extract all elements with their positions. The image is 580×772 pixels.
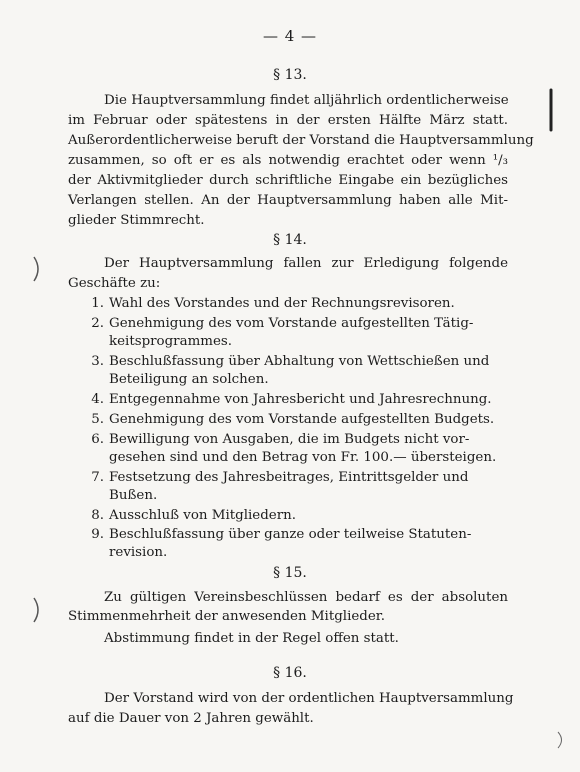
list-item-number: 1. <box>91 296 104 311</box>
binding-stain-mark <box>547 88 555 132</box>
list-item-number: 8. <box>91 508 104 523</box>
list-item <box>68 507 508 525</box>
list-item-number: 5. <box>91 412 104 427</box>
list-item-text: Genehmigung des vom Vorstande aufgestellten Budgets. <box>109 412 495 427</box>
list-item-continuation: gesehen sind und den Betrag von Fr. 100.— übersteigen. <box>109 450 497 465</box>
list-item <box>68 295 508 313</box>
list-item-number: 7. <box>91 470 104 485</box>
s13-line-2: im Februar oder spätestens in der ersten Hälfte März statt. <box>68 113 508 128</box>
list-item-text: Genehmigung des vom Vorstande aufgestellten Tätig- <box>109 316 474 331</box>
list-item-continuation: revision. <box>109 545 168 560</box>
s14-intro-line-2: Geschäfte zu: <box>68 276 161 291</box>
s13-line-3: Außerordentlicherweise beruft der Vorstand die Hauptversammlung <box>68 133 534 148</box>
list-item <box>68 315 508 333</box>
s13-line-5: der Aktivmitglieder durch schriftliche Eingabe ein bezügliches <box>68 173 508 188</box>
list-item-text: Beschlußfassung über ganze oder teilweise Statuten- <box>109 527 472 542</box>
section-heading-13: § 13. <box>273 67 307 83</box>
s15-line-3: Abstimmung findet in der Regel offen statt. <box>104 631 399 646</box>
s15-line-1: Zu gültigen Vereinsbeschlüssen bedarf es der absoluten <box>104 590 508 605</box>
list-item-number: 4. <box>91 392 104 407</box>
list-item-text: Ausschluß von Mitgliedern. <box>109 508 296 523</box>
list-item-number: 3. <box>91 354 104 369</box>
list-item-continuation: Beteiligung an solchen. <box>109 372 269 387</box>
s16-line-1: Der Vorstand wird von der ordentlichen Hauptversammlung <box>104 691 514 706</box>
page-number: — 4 — <box>262 27 318 45</box>
section-heading-16: § 16. <box>273 665 307 681</box>
s13-line-1: Die Hauptversammlung findet alljährlich ordentlicherweise <box>104 93 509 108</box>
s13-line-4: zusammen, so oft er es als notwendig erachtet oder wenn ¹/₃ <box>68 153 508 168</box>
list-item-text: Beschlußfassung über Abhaltung von Wettschießen und <box>109 354 490 369</box>
margin-bracket-mark <box>30 596 44 624</box>
list-item-text: Festsetzung des Jahresbeitrages, Eintrittsgelder und <box>109 470 469 485</box>
list-item-text: Wahl des Vorstandes und der Rechnungsrevisoren. <box>109 296 455 311</box>
list-item-text: Bewilligung von Ausgaben, die im Budgets nicht vor- <box>109 432 470 447</box>
s13-line-6: Verlangen stellen. An der Hauptversammlung haben alle Mit- <box>68 193 508 208</box>
list-item-continuation: keitsprogrammes. <box>109 334 233 349</box>
list-item <box>68 391 508 409</box>
list-item-number: 6. <box>91 432 104 447</box>
list-item <box>68 469 508 487</box>
s13-line-7: glieder Stimmrecht. <box>68 213 205 228</box>
list-item-number: 9. <box>91 527 104 542</box>
margin-bracket-mark <box>30 255 44 283</box>
section-heading-15: § 15. <box>273 565 307 581</box>
s15-line-2: Stimmenmehrheit der anwesenden Mitglieder. <box>68 609 385 624</box>
list-item <box>68 526 508 544</box>
list-item <box>68 431 508 449</box>
list-item <box>68 411 508 429</box>
list-item-text: Entgegennahme von Jahresbericht und Jahresrechnung. <box>109 392 492 407</box>
section-heading-14: § 14. <box>273 232 307 248</box>
s16-line-2: auf die Dauer von 2 Jahren gewählt. <box>68 711 314 726</box>
list-item <box>68 353 508 371</box>
corner-scan-mark <box>556 730 566 750</box>
s14-intro-line-1: Der Hauptversammlung fallen zur Erledigung folgende <box>104 256 508 271</box>
list-item-number: 2. <box>91 316 104 331</box>
list-item-continuation: Bußen. <box>109 488 158 503</box>
